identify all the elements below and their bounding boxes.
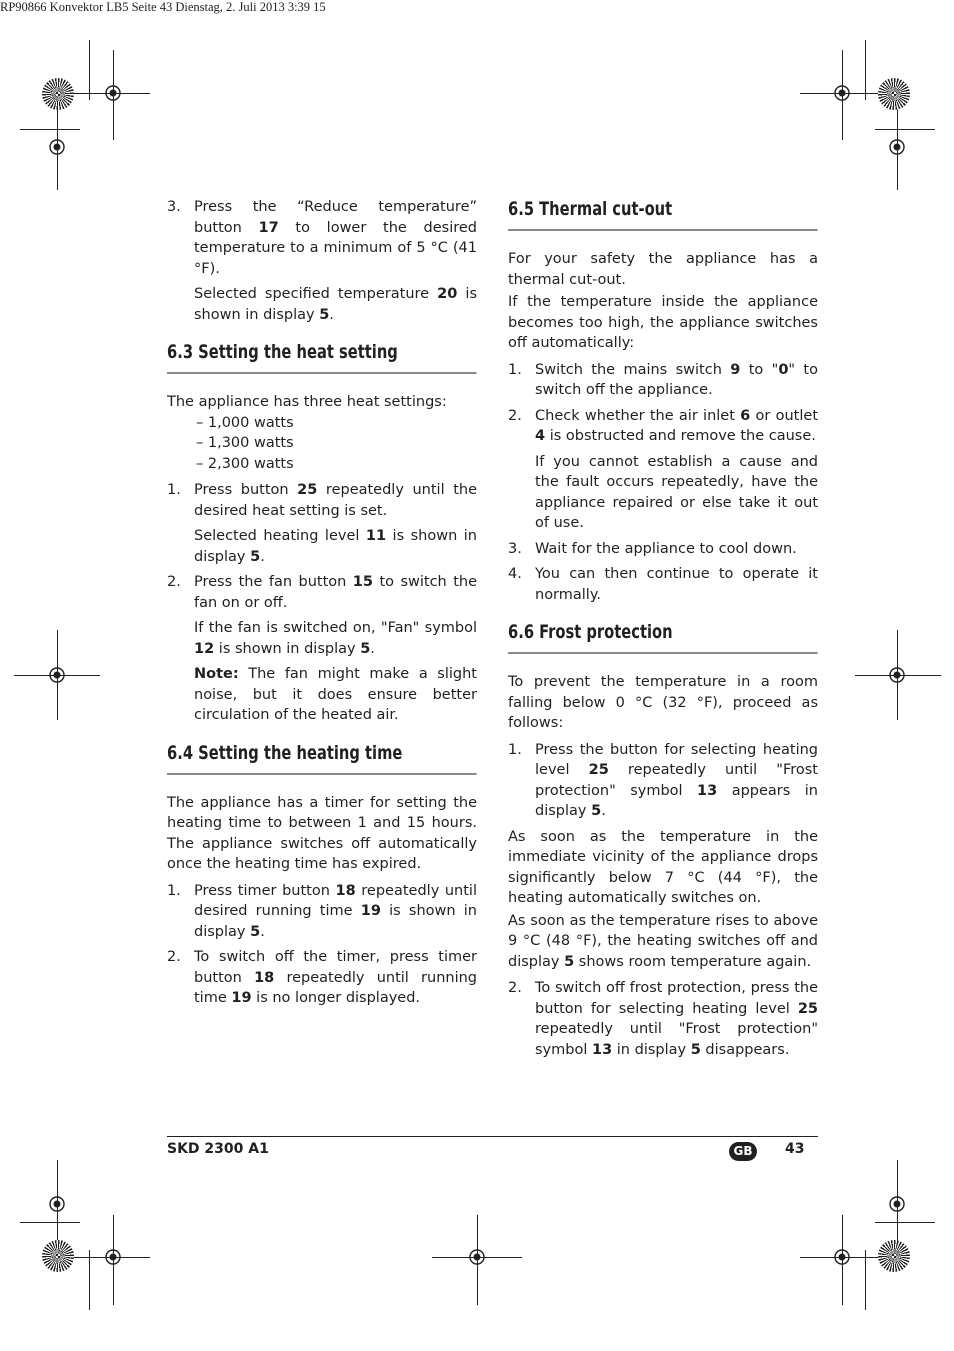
list-item: 4. You can then continue to operate it normally.	[508, 566, 818, 603]
right-column	[508, 197, 818, 1065]
section-heading-6-3: 6.3 Setting the heat setting	[167, 340, 476, 374]
settings-list	[167, 413, 477, 475]
footer-rule	[167, 1136, 818, 1137]
list-item: 2. Press the fan button 15 to switch the fan on or off.	[167, 574, 477, 611]
section-heading-6-5: 6.5 Thermal cut-out	[508, 197, 817, 231]
note: Note: The fan might make a slight noise, but it does ensure better circulation of the heated air.	[194, 666, 477, 723]
list-note: Selected heating level 11 is shown in display 5.	[194, 528, 477, 565]
list-item: 3. Press the “Reduce temperature” button 17 to lower the desired temperature to a minimum of 5 °C (41 °F).	[167, 199, 477, 277]
list-item: 1. Press the button for selecting heating level 25 repeatedly until "Frost protection" symbol 13 appears in display 5.	[508, 741, 818, 819]
paragraph: For your safety the appliance has a thermal cut-out.	[508, 251, 818, 288]
page-number: 43	[785, 1141, 805, 1157]
list-item: 2. Check whether the air inlet 6 or outlet 4 is obstructed and remove the cause.	[508, 407, 819, 444]
list-item: 2. To switch off the timer, press timer button 18 repeatedly until running time 19 is no longer displayed.	[167, 949, 477, 1006]
paragraph: As soon as the temperature rises to above 9 °C (48 °F), the heating switches off and display 5 shows room temperature again.	[508, 912, 818, 970]
list-item: 1. Switch the mains switch 9 to "0" to switch off the appliance.	[508, 361, 818, 398]
paragraph: The appliance has a timer for setting the heating time to between 1 and 15 hours. The appliance switches off automatically once the heating time has expired.	[167, 794, 477, 872]
settings-item: – 1,000 watts	[196, 414, 294, 431]
footer-model: SKD 2300 A1	[167, 1141, 269, 1157]
settings-item: – 2,300 watts	[196, 455, 294, 472]
language-badge: GB	[729, 1142, 757, 1161]
settings-item: – 1,300 watts	[196, 435, 294, 451]
paragraph: To prevent the temperature in a room falling below 0 °C (32 °F), proceed as follows:	[508, 674, 818, 731]
list-note: Selected specified temperature 20 is shown in display 5.	[194, 286, 477, 323]
paragraph: If the temperature inside the appliance becomes too high, the appliance switches off automatically:	[508, 294, 818, 351]
print-slug: RP90866 Konvektor LB5 Seite 43 Dienstag, 2. Juli 2013 3:39 15	[0, 0, 326, 14]
list-item: 1. Press button 25 repeatedly until the desired heat setting is set.	[167, 482, 477, 519]
paragraph: The appliance has three heat settings:	[167, 394, 447, 410]
list-item: 1. Press timer button 18 repeatedly until desired running time 19 is shown in display 5.	[167, 882, 477, 940]
paragraph: As soon as the temperature in the immediate vicinity of the appliance drops significantly below 7 °C (44 °F), the heating automatically switches on.	[508, 828, 818, 906]
section-heading-6-4: 6.4 Setting the heating time	[167, 741, 476, 775]
list-note: If the fan is switched on, "Fan" symbol 12 is shown in display 5.	[194, 620, 477, 657]
list-note: If you cannot establish a cause and the fault occurs repeatedly, have the appliance repaired or else take it out of use.	[535, 453, 818, 531]
left-column	[167, 197, 477, 1014]
list-item: 2. To switch off frost protection, press the button for selecting heating level 25 repeatedly until "Frost protection" symbol 13 in display 5 disappears.	[508, 980, 818, 1058]
list-item: 3. Wait for the appliance to cool down.	[508, 540, 797, 557]
section-heading-6-6: 6.6 Frost protection	[508, 620, 817, 654]
